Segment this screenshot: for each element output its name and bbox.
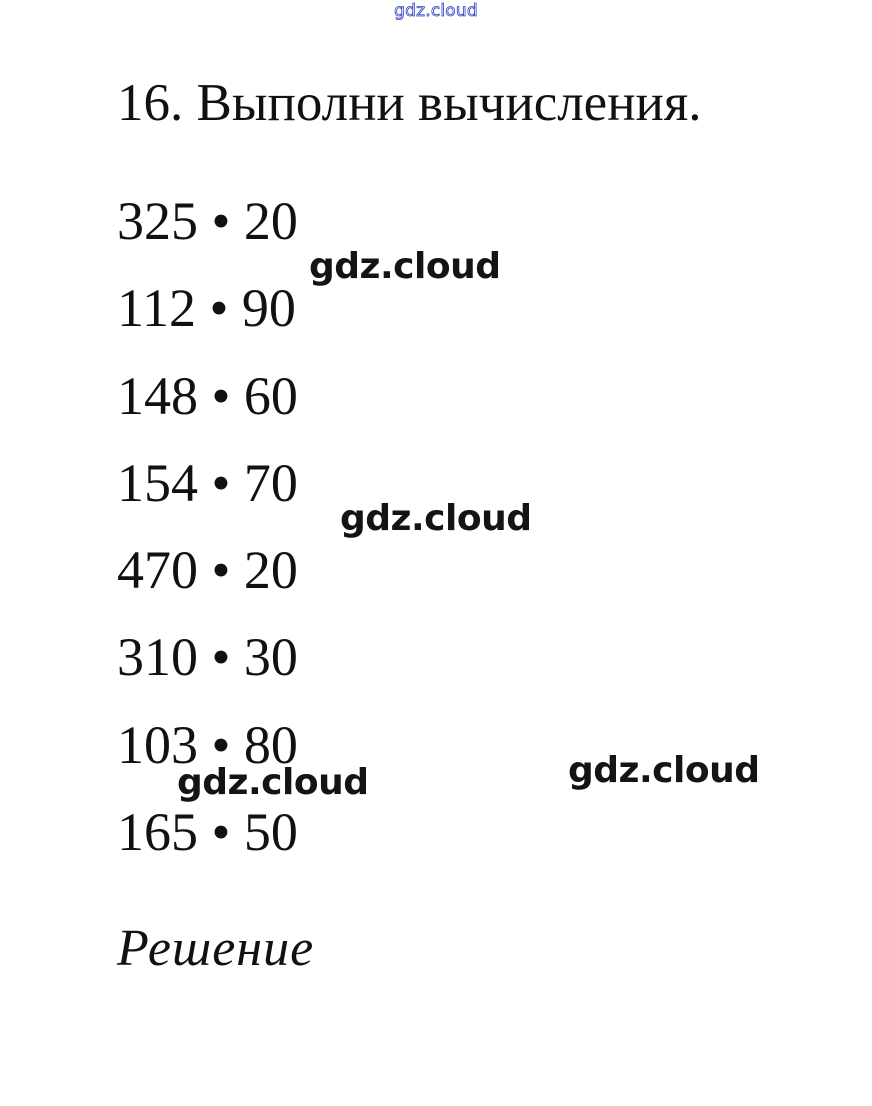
expression-item: 325 • 20 (117, 191, 298, 251)
expression-item: 310 • 30 (117, 627, 298, 688)
task-title: 16. Выполни вычисления. (117, 74, 702, 132)
watermark: gdz.cloud (177, 762, 369, 803)
watermark: gdz.cloud (568, 750, 760, 791)
site-mark: gdz.cloud (394, 1, 478, 21)
expression-item: 148 • 60 (117, 365, 298, 426)
expression-item: 154 • 70 (117, 452, 298, 513)
watermark: gdz.cloud (309, 246, 501, 287)
expression-item: 470 • 20 (117, 540, 298, 601)
watermark: gdz.cloud (340, 498, 532, 539)
expression-item: 112 • 90 (117, 278, 296, 339)
expression-item: 103 • 80 (117, 714, 298, 775)
solution-heading: Решение (117, 920, 315, 977)
expression-item: 165 • 50 (117, 802, 298, 863)
